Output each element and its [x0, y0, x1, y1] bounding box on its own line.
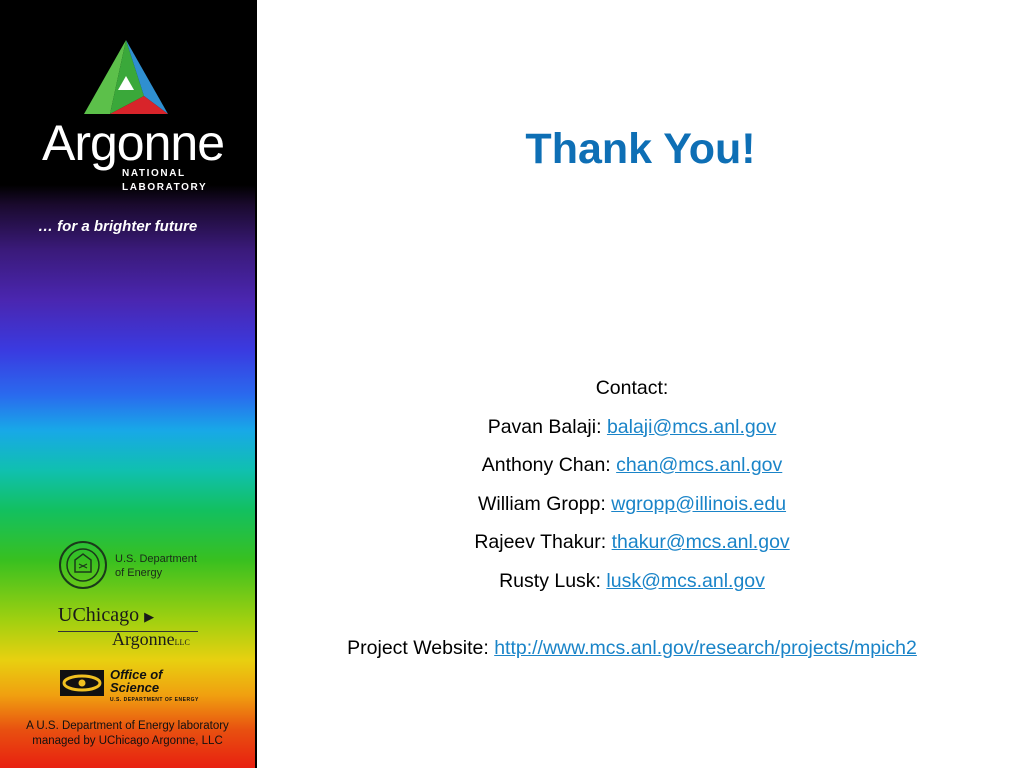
contact-row — [257, 415, 1007, 454]
contact-row — [257, 569, 1007, 608]
contact-row — [257, 492, 1007, 531]
contact-list — [257, 376, 1007, 607]
contact-name: Rajeev Thakur: — [474, 531, 607, 553]
doe-label — [115, 552, 197, 580]
contact-name: Rusty Lusk: — [499, 569, 601, 592]
office-of-science-atom-icon — [58, 668, 106, 698]
office-sub-label: U.S. DEPARTMENT OF ENERGY — [110, 697, 199, 703]
contact-name: William Gropp: — [477, 492, 606, 515]
play-triangle-icon: ▶ — [144, 609, 155, 624]
sidebar-banner — [0, 0, 255, 768]
website-label: Project Website: — [347, 637, 489, 659]
national-laboratory-label — [122, 167, 207, 195]
contact-name: Pavan Balaji: — [487, 415, 602, 438]
uchicago-word: UChicago — [58, 604, 140, 626]
doe-line-2: of Energy — [115, 567, 163, 579]
uchicago-argonne-word — [112, 630, 190, 648]
contact-email-link[interactable]: wgropp@illinois.edu — [611, 492, 787, 515]
contact-name: Anthony Chan: — [481, 454, 611, 476]
contact-email-link[interactable]: lusk@mcs.anl.gov — [606, 569, 765, 592]
llc-label: LLC — [174, 638, 190, 647]
doe-seal-icon — [58, 540, 108, 590]
contact-row — [257, 453, 1007, 492]
doe-line-1: U.S. Department — [115, 553, 197, 565]
contact-row — [257, 530, 1007, 569]
uchicago-argonne-label: Argonne — [112, 629, 175, 649]
uchicago-logo — [58, 605, 154, 625]
office-line-1: Office of — [110, 667, 163, 682]
laboratory-label: LABORATORY — [122, 182, 208, 193]
contact-email-link[interactable]: chan@mcs.anl.gov — [616, 454, 783, 476]
contact-email-link[interactable]: thakur@mcs.anl.gov — [611, 531, 790, 553]
slide-title: Thank You! — [525, 125, 756, 173]
contact-email-link[interactable]: balaji@mcs.anl.gov — [606, 415, 777, 438]
footer-note — [0, 719, 255, 749]
office-line-2: Science — [110, 680, 160, 695]
office-of-science-label — [110, 668, 163, 694]
tagline: … for a brighter future — [38, 218, 198, 235]
argonne-wordmark: Argonne — [42, 115, 225, 171]
footer-line-2: managed by UChicago Argonne, LLC — [32, 735, 223, 747]
national-label: NATIONAL — [122, 168, 186, 179]
project-website-line — [257, 636, 1007, 661]
argonne-triangle-logo-icon — [80, 38, 172, 118]
project-website-link[interactable]: http://www.mcs.anl.gov/research/projects/mpich2 — [494, 637, 917, 659]
contact-heading: Contact: — [595, 377, 669, 399]
footer-line-1: A U.S. Department of Energy laboratory — [26, 720, 229, 732]
